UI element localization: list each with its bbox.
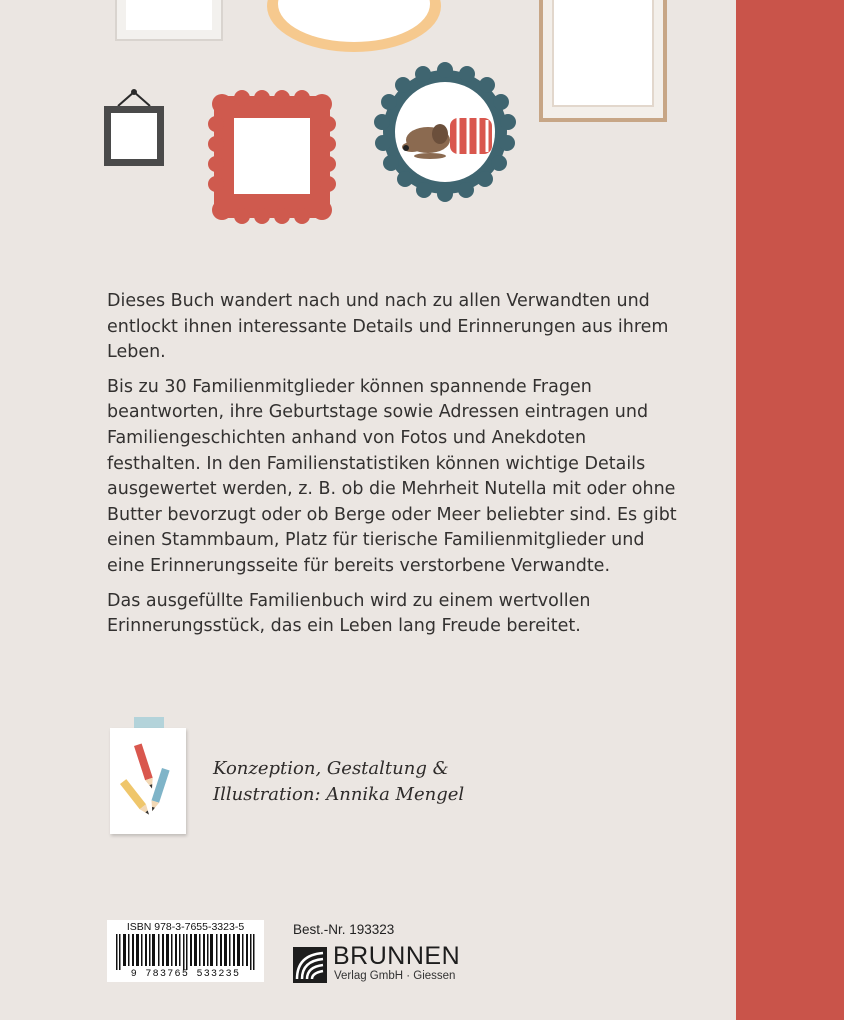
teal-round-frame-dog-icon: [374, 62, 516, 202]
isbn-label: ISBN 978-3-7655-3323-5: [126, 921, 245, 933]
credits-line-2: Illustration: Annika Mengel: [213, 784, 465, 805]
wood-frame-icon: [541, 0, 665, 120]
book-spine: [736, 0, 844, 1020]
isbn-barcode: [107, 920, 264, 982]
red-pencil-icon: [134, 744, 156, 790]
blurb-paragraph-1: Dieses Buch wandert nach und nach zu allen Verwandten und entlockt ihnen interessante Details und Erinnerungen aus ihrem Leben.: [107, 291, 669, 363]
publisher-logo: [293, 942, 473, 987]
back-cover-blurb: [107, 289, 682, 649]
pencils-icon: [110, 728, 186, 834]
blurb-paragraph-2: Bis zu 30 Familienmitglieder können spannende Fragen beantworten, ihre Geburtstage sowie Adressen eintragen und Familiengeschichten anhand von Fotos und Anekdoten festhalten. In den Familienstatistiken können wichtige Details ausgewertet werden, z. B. ob die Mehrheit Nutella mit oder ohne Butter bevorzugt oder ob Berge oder Meer beliebter sind. Es gibt einen Stammbaum, Platz für tierische Familienmitglieder und eine Erinnerungsseite für bereits verstorbene Verwandte.: [107, 376, 677, 576]
brunnen-logo-icon: [293, 947, 327, 983]
yellow-pencil-icon: [120, 779, 152, 817]
oval-frame-icon: [267, 0, 441, 52]
red-scalloped-frame-icon: [208, 90, 336, 224]
black-frame-icon: [104, 89, 164, 166]
pencil-note-card: [110, 728, 186, 834]
credits: [213, 756, 543, 808]
barcode-icon: [112, 934, 259, 970]
publisher-subtitle: Verlag GmbH · Giessen: [334, 970, 456, 982]
picture-frames-illustration: [0, 0, 736, 240]
credits-line-1: Konzeption, Gestaltung &: [213, 758, 449, 779]
blurb-paragraph-3: Das ausgefüllte Familienbuch wird zu einem wertvollen Erinnerungsstück, das ein Leben lang Freude bereitet.: [107, 590, 591, 637]
order-number: Best.-Nr. 193323: [293, 922, 395, 937]
barcode-digits: 9 783765 533235: [130, 969, 241, 980]
white-frame-icon: [116, 0, 222, 40]
publisher-name: BRUNNEN: [333, 942, 461, 970]
